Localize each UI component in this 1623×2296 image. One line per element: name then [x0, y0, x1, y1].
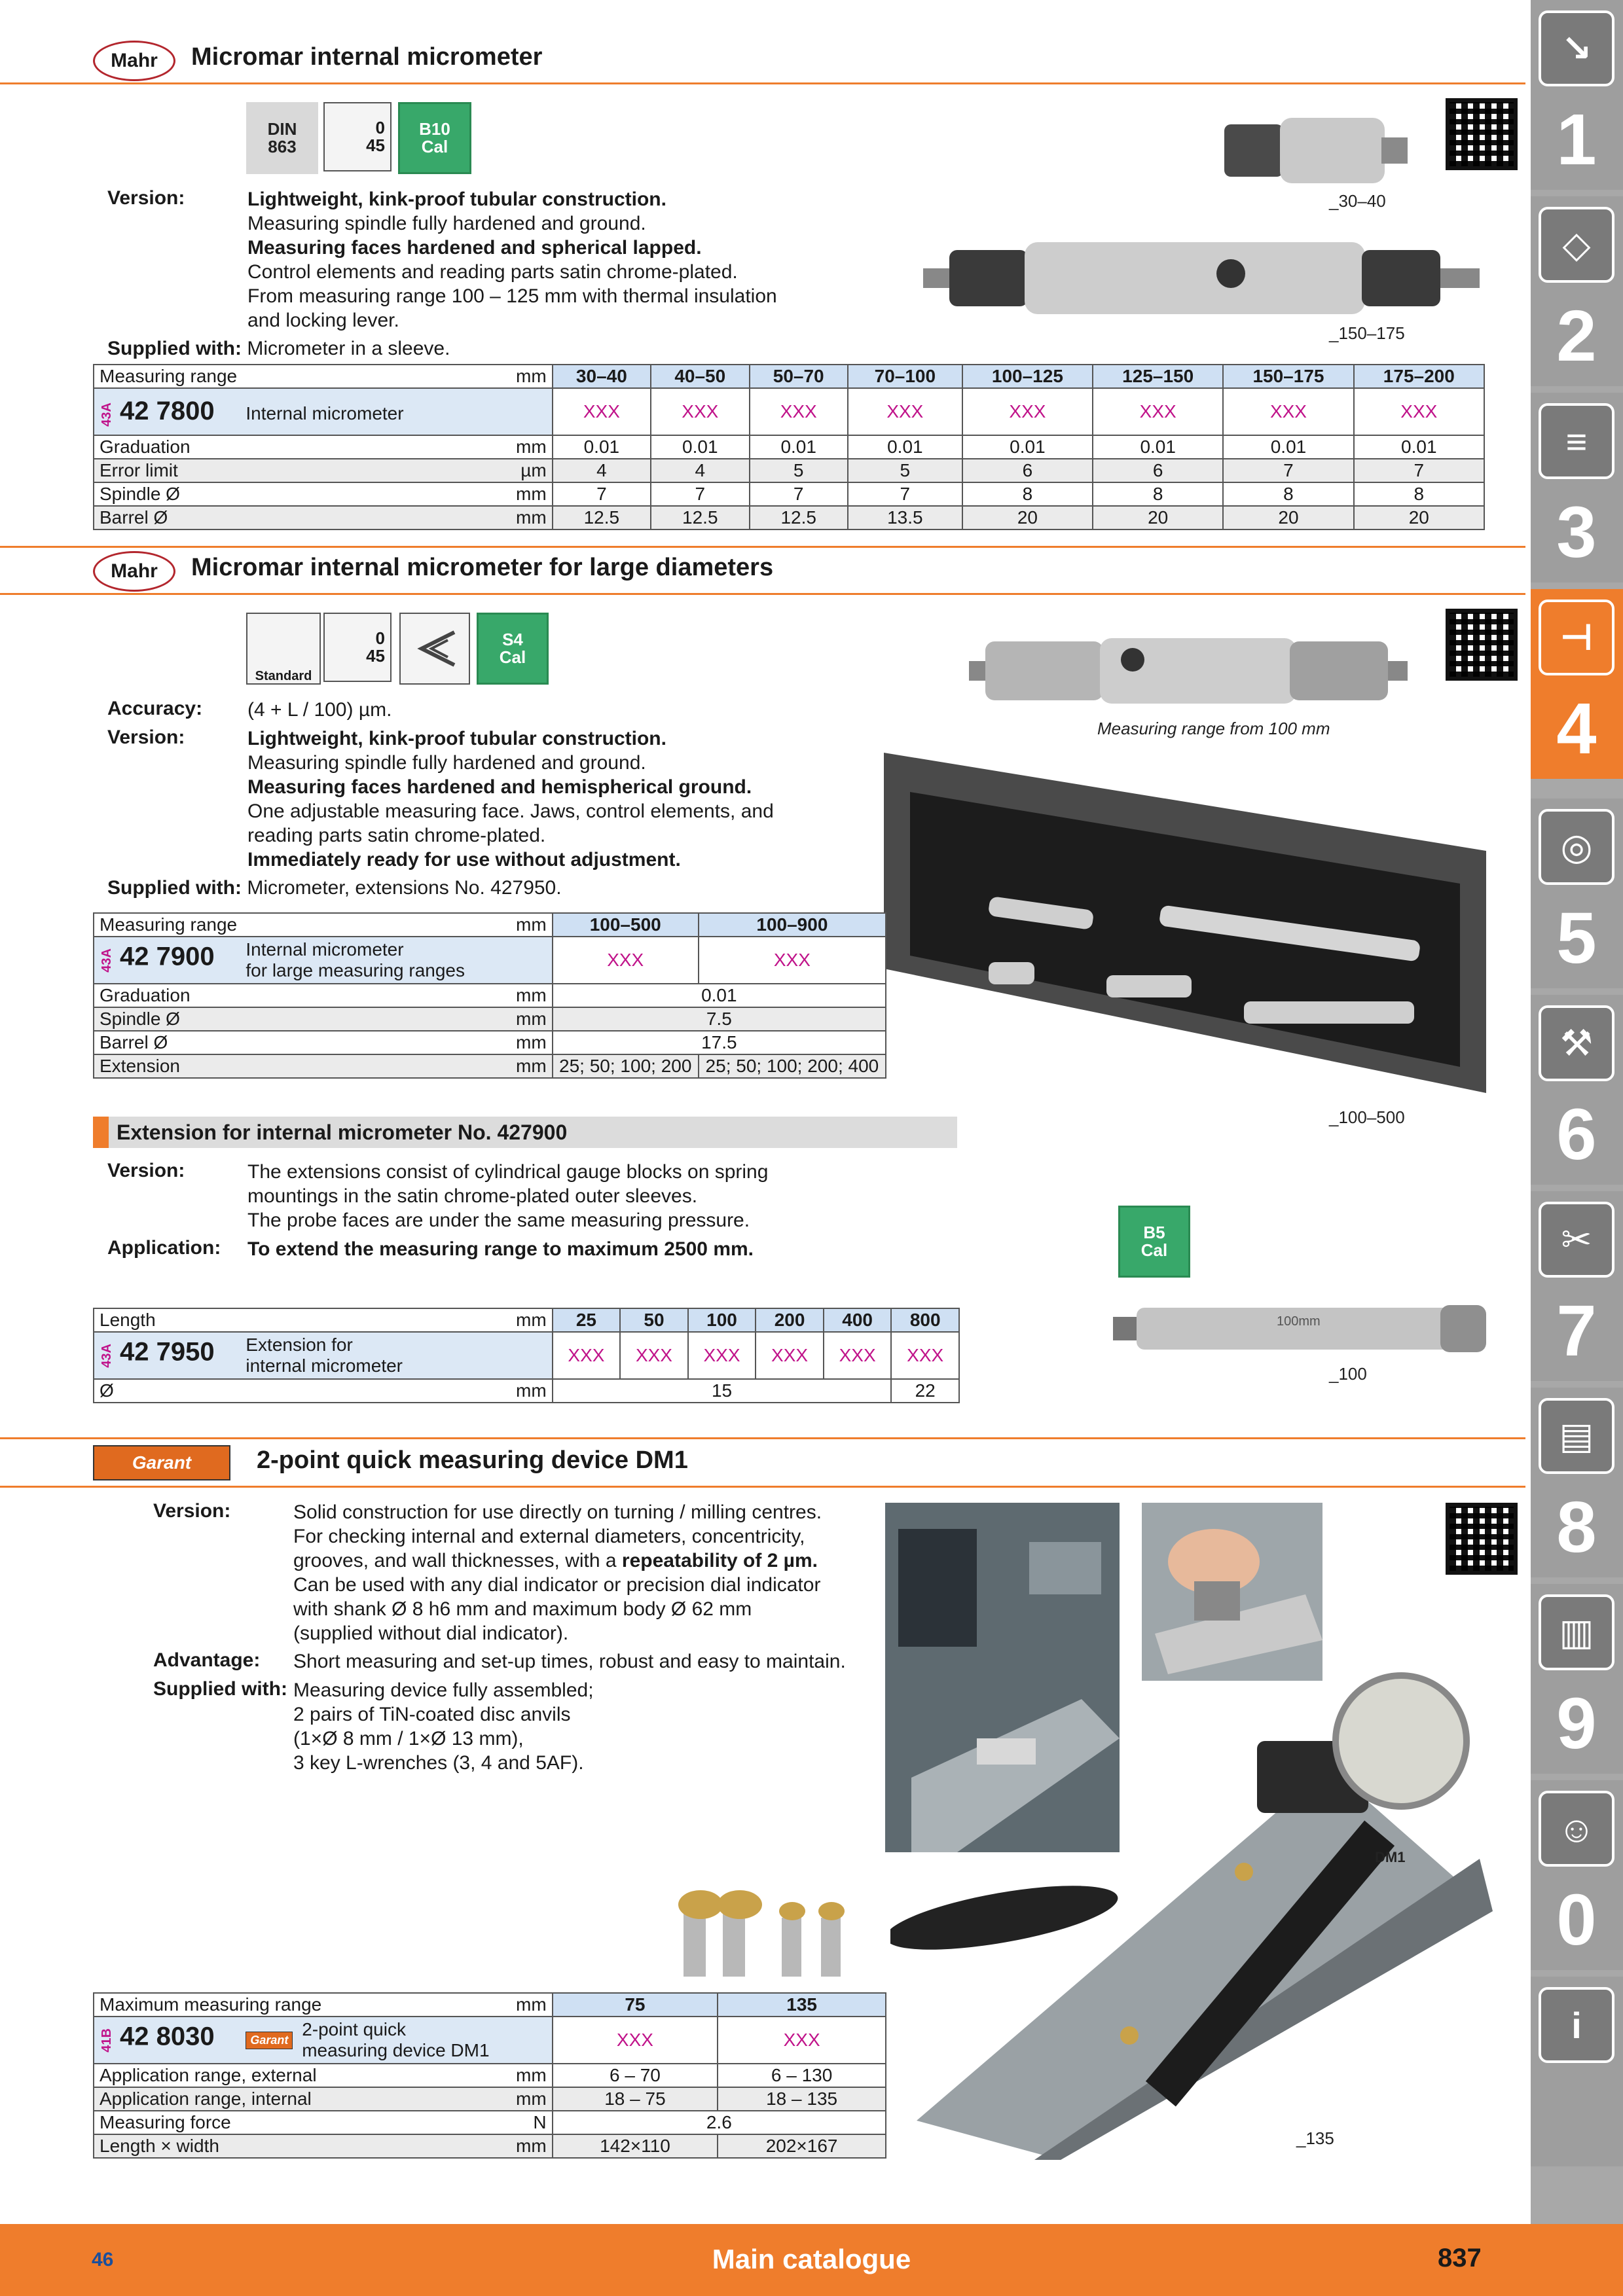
hand-photo — [1142, 1503, 1322, 1681]
product-427900: 43A 42 7900 Internal micrometer for large measuring ranges — [94, 937, 553, 984]
sidebar-tab-number: 4 — [1556, 689, 1597, 769]
footer-bar — [0, 2224, 1623, 2296]
price-cell: XXX — [1354, 388, 1484, 435]
version-label: Version: — [107, 187, 185, 209]
price-cell: XXX — [718, 2017, 886, 2064]
price-cell: XXX — [750, 388, 848, 435]
sidebar-tab-number: 6 — [1556, 1094, 1597, 1175]
table-row: Extension mm 25; 50; 100; 200 25; 50; 100; 200; 400 — [94, 1054, 886, 1078]
price-cell: XXX — [553, 388, 651, 435]
accuracy-label: Accuracy: — [107, 698, 203, 719]
price-cell: XXX — [620, 1332, 688, 1379]
price-cell: XXX — [553, 1332, 621, 1379]
price-cell: XXX — [553, 937, 699, 984]
table-row: Ø mm 15 22 — [94, 1379, 959, 1403]
insert-icon: ◇ — [1539, 207, 1614, 283]
caliper-icon: ⊣ — [1539, 600, 1614, 675]
table-row: Length × width mm 142×110 202×167 — [94, 2134, 886, 2158]
workbench-icon: ▤ — [1539, 1398, 1614, 1474]
table-row: Barrel Ø mm 12.5 12.5 12.5 13.5 20 20 20 20 — [94, 506, 1484, 529]
sidebar-tab-number: 7 — [1556, 1291, 1597, 1371]
section1-title: Micromar internal micrometer — [191, 43, 543, 71]
wrench-icon: ⚒ — [1539, 1005, 1614, 1081]
advantage-label: Advantage: — [153, 1649, 261, 1671]
table-427900: Measuring range mm 100–500 100–900 43A 42 7900 Internal micrometer for large measuring ranges XXX XXX Graduation mm 0.01 Spindle Ø mm 7.5 Barrel Ø mm 17.5 Extension mm 25; 50; 100; 200 25; 50; 100; 200; 400 — [93, 912, 886, 1079]
subsection-title: Extension for internal micrometer No. 427900 — [117, 1121, 568, 1144]
sidebar-tab-number: 8 — [1556, 1487, 1597, 1568]
price-cell: XXX — [688, 1332, 756, 1379]
standard-icon: Standard — [246, 613, 321, 685]
price-cell: XXX — [962, 388, 1093, 435]
table-row: Measuring force N 2.6 — [94, 2111, 886, 2134]
micrometer-large-range-photo — [969, 635, 1414, 707]
product-428030: 41B 42 8030 Garant 2-point quick measuring device DM1 — [94, 2017, 553, 2064]
table-row: Graduation mm 0.01 0.01 0.01 0.01 0.01 0.01 0.01 0.01 — [94, 435, 1484, 459]
product-427950: 43A 42 7950 Extension for internal micrometer — [94, 1332, 553, 1379]
advantage-text: Short measuring and set-up times, robust and easy to maintain. — [293, 1651, 846, 1672]
micrometer-small-photo — [1218, 111, 1414, 190]
dm1-device-photo — [890, 1662, 1506, 2160]
section4-version-text: Solid construction for use directly on turning / milling centres. For checking internal and external diameters, concentricity, grooves, and wall thicknesses, with a repeatability of 2 µm. Can be used with any dial indicator or precision dial indicator with shank Ø 8 h6 mm and maximum body Ø 62 mm (supplied without dial indicator). — [293, 1501, 822, 1644]
section4-rule-top — [0, 1437, 1525, 1439]
scale-0-45-icon: 0 45 — [323, 613, 392, 682]
accuracy-text: (4 + L / 100) µm. — [247, 699, 392, 721]
caption-100-500: _100–500 — [1329, 1107, 1405, 1127]
version-label: Version: — [107, 726, 185, 748]
price-cell: XXX — [824, 1332, 892, 1379]
sidebar-tab-number: 1 — [1556, 99, 1597, 180]
section1-rule-top — [0, 82, 1525, 84]
section4-title: 2-point quick measuring device DM1 — [257, 1446, 688, 1474]
table-row: Application range, internal mm 18 – 75 18 – 135 — [94, 2087, 886, 2111]
micrometer-case-photo — [871, 753, 1493, 1093]
section2-rule-top — [0, 546, 1525, 548]
price-cell: XXX — [651, 388, 749, 435]
section4-supplied-text: Measuring device fully assembled; 2 pairs of TiN-coated disc anvils (1×Ø 8 mm / 1×Ø 13 mm), 3 key L-wrenches (3, 4 and 5AF). — [293, 1679, 594, 1774]
price-cell: XXX — [756, 1332, 824, 1379]
mahr-logo: Mahr — [93, 41, 175, 81]
footer-page-left: 46 — [92, 2249, 114, 2270]
jaws-icon — [399, 613, 470, 685]
section4-rule — [0, 1486, 1525, 1488]
subsection-bar — [93, 1117, 957, 1148]
scale-0-45-icon: 0 45 — [323, 102, 392, 171]
application-text: To extend the measuring range to maximum 2500 mm. — [247, 1238, 754, 1260]
footer-title: Main catalogue — [712, 2244, 911, 2274]
section2-rule — [0, 593, 1525, 595]
drill-icon: ↘ — [1539, 10, 1614, 86]
sidebar-tab-number: 2 — [1556, 296, 1597, 376]
garant-logo-small: Garant — [246, 2032, 293, 2049]
section1-version-text: Lightweight, kink-proof tubular construction. Measuring spindle fully hardened and ground. Measuring faces hardened and spherical lapped. Control elements and reading parts satin chrome-plated. From measuring range 100 – 125 mm with thermal insulation and locking lever. — [247, 188, 777, 331]
safety-icon: ☺ — [1539, 1791, 1614, 1867]
footer-page-right: 837 — [1438, 2244, 1482, 2272]
caption-30-40: _30–40 — [1329, 191, 1386, 211]
sidebar-tab-number: 0 — [1556, 1880, 1597, 1960]
svg-text:DM1: DM1 — [1375, 1849, 1406, 1865]
qr-code-2 — [1446, 609, 1518, 681]
calibration-s4-icon: S4 Cal — [477, 613, 549, 685]
table-428030: Maximum measuring range mm 75 135 41B 42 8030 Garant 2-point quick measuring device DM1 XXX XXX Application range, external mm 6 – 70 6 – 130 Application range, internal mm 18 – 75 18 – 135 Measuring force N 2.6 Length × width mm 142×110 202×167 — [93, 1992, 886, 2159]
micrometer-large-photo — [923, 236, 1506, 321]
calibration-b5-icon: B5 Cal — [1118, 1206, 1190, 1278]
application-label: Application: — [107, 1237, 221, 1259]
qr-code-3 — [1446, 1503, 1518, 1575]
table-row: Barrel Ø mm 17.5 — [94, 1031, 886, 1054]
qr-code-1 — [1446, 98, 1518, 170]
price-cell: XXX — [1093, 388, 1223, 435]
sidebar-tab-number: 9 — [1556, 1683, 1597, 1764]
grinding-disc-icon: ◎ — [1539, 809, 1614, 885]
section2-supplied: Supplied with: Micrometer, extensions No. 427950. — [107, 877, 562, 899]
extension-rod-label: 100mm — [1277, 1314, 1321, 1329]
supplied-label: Supplied with: — [153, 1678, 287, 1700]
sidebar-tab-number: 3 — [1556, 492, 1597, 573]
price-cell: XXX — [699, 937, 886, 984]
caption-100: _100 — [1329, 1364, 1367, 1384]
table-427800: Measuring range mm 30–40 40–50 50–70 70–100 100–125 125–150 150–175 175–200 43A 42 7800 Internal micrometer XXX XXX XXX XXX XXX XXX XXX XXX Graduation mm 0.01 0.01 0.01 0.01 0.01 0.01 0.01 0.01 Error limit µm 4 4 5 5 6 6 7 7 Spindle Ø mm 7 7 7 7 8 8 8 8 Barrel Ø mm 12.5 12.5 12.5 13.5 20 20 20 20 — [93, 364, 1485, 530]
garant-logo: Garant — [93, 1445, 230, 1480]
product-427800: 43A 42 7800 Internal micrometer — [94, 388, 553, 435]
caption-135: _135 — [1296, 2128, 1334, 2148]
sidebar-tab-number: 5 — [1556, 898, 1597, 978]
caption-measuring-range: Measuring range from 100 mm — [1097, 719, 1330, 738]
price-cell: XXX — [891, 1332, 959, 1379]
table-row: Error limit µm 4 4 5 5 6 6 7 7 — [94, 459, 1484, 482]
section1-supplied: Supplied with: Micrometer in a sleeve. — [107, 338, 450, 359]
th-measuring-range: Measuring range — [94, 365, 511, 388]
section3-version-text: The extensions consist of cylindrical gauge blocks on spring mountings in the satin chrome-plated outer sleeves. The probe faces are under the same measuring pressure. — [247, 1161, 769, 1231]
section2-version-text: Lightweight, kink-proof tubular construction. Measuring spindle fully hardened and ground. Measuring faces hardened and hemispherical ground. One adjustable measuring face. Jaws, control elements, and reading parts satin chrome-plated. Immediately ready for use without adjustment. — [247, 728, 774, 870]
calibration-b10-icon: B10 Cal — [398, 102, 471, 174]
pliers-icon: ✂ — [1539, 1202, 1614, 1278]
caption-150-175: _150–175 — [1329, 323, 1405, 343]
price-cell: XXX — [848, 388, 962, 435]
cabinet-icon: ▥ — [1539, 1594, 1614, 1670]
info-icon: i — [1539, 1987, 1614, 2063]
table-row: Spindle Ø mm 7 7 7 7 8 8 8 8 — [94, 482, 1484, 506]
din-icon: DIN 863 — [246, 102, 318, 174]
section2-title: Micromar internal micrometer for large diameters — [191, 554, 774, 581]
table-row: Graduation mm 0.01 — [94, 984, 886, 1007]
tap-icon: ≡ — [1539, 403, 1614, 479]
price-cell: XXX — [1223, 388, 1353, 435]
price-cell: XXX — [553, 2017, 718, 2064]
table-427950: Length mm 25 50 100 200 400 800 43A 42 7950 Extension for internal micrometer XXX XXX XXX XXX XXX XXX Ø mm 15 22 — [93, 1308, 960, 1403]
anvils-photo — [674, 1885, 858, 1983]
table-row: Spindle Ø mm 7.5 — [94, 1007, 886, 1031]
version-label: Version: — [153, 1500, 231, 1522]
mahr-logo: Mahr — [93, 551, 175, 592]
table-row: Application range, external mm 6 – 70 6 – 130 — [94, 2064, 886, 2087]
version-label: Version: — [107, 1160, 185, 1181]
